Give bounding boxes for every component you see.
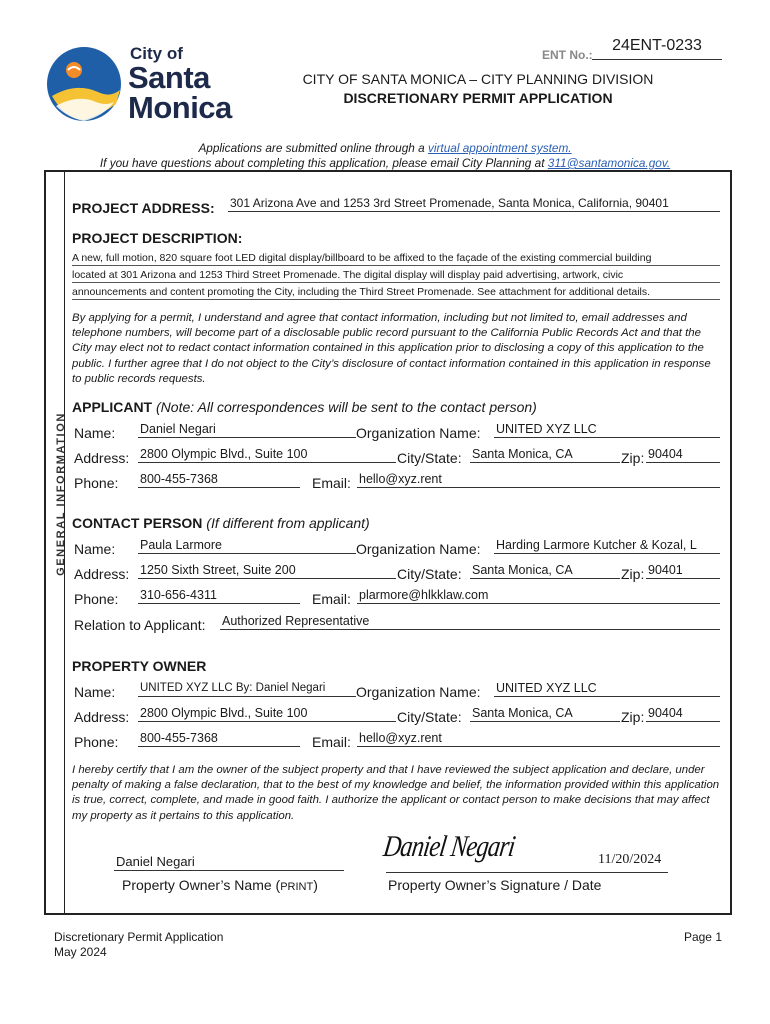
contact-relation-field[interactable]: Authorized Representative: [220, 613, 720, 630]
applicant-city-label: City/State:: [397, 450, 462, 466]
intro-line-1: [0, 141, 770, 155]
contact-phone-field[interactable]: 310-656-4311: [138, 587, 300, 604]
owner-zip-label: Zip:: [621, 709, 645, 725]
disclosure-paragraph: By applying for a permit, I understand and agree that contact information, including but not limited to, email addresses and telephone numbers, will become part of a disclosable public record pursuant to the California Public Records Act and that the City may elect not to redact contact information contained in this application prior to disclosing a copy of this application to the public. I further agree that I do not object to the City’s disclosure of contact information contained in this application in response to public records requests.: [72, 312, 711, 385]
owner-address-field[interactable]: 2800 Olympic Blvd., Suite 100: [138, 705, 396, 722]
applicant-email-field[interactable]: hello@xyz.rent: [357, 471, 720, 488]
contact-relation-label: Relation to Applicant:: [74, 617, 206, 633]
owner-city-field[interactable]: Santa Monica, CA: [470, 705, 620, 722]
ent-label: ENT No.:: [542, 48, 593, 62]
applicant-name-field[interactable]: Daniel Negari: [138, 421, 356, 438]
owner-name-caption-main: Property Owner’s Name (: [122, 877, 281, 893]
applicant-city-field[interactable]: Santa Monica, CA: [470, 446, 620, 463]
certification-paragraph: I hereby certify that I am the owner of the subject property and that I have reviewed the subject application and declare, under penalty of making a false declaration, that to the best of my knowledge and belief, the information provided within this application is true, correct, complete, and made in good faith. I authorize the applicant or contact person to make decisions that may affect my property as it pertains to this application.: [72, 764, 720, 822]
form-title: DISCRETIONARY PERMIT APPLICATION: [343, 90, 613, 106]
ent-number: 24ENT-0233: [592, 37, 722, 60]
owner-name-caption-print: PRINT: [280, 881, 314, 893]
owner-zip-field[interactable]: 90404: [646, 705, 720, 722]
owner-name-caption-end: ): [313, 877, 318, 893]
contact-org-field[interactable]: Harding Larmore Kutcher & Kozal, L: [494, 537, 720, 554]
contact-zip-label: Zip:: [621, 566, 645, 582]
division-title: CITY OF SANTA MONICA – CITY PLANNING DIVISION: [302, 71, 654, 87]
contact-city-label: City/State:: [397, 566, 462, 582]
owner-org-label: Organization Name:: [356, 684, 481, 700]
applicant-org-label: Organization Name:: [356, 425, 481, 441]
applicant-address-label: Address:: [74, 450, 130, 466]
logo-city-of: City of: [130, 44, 183, 63]
contact-heading-note: (If different from applicant): [202, 515, 370, 531]
applicant-heading-note: (Note: All correspondences will be sent to the contact person): [152, 399, 537, 415]
city-logo-emblem-icon: [46, 46, 122, 122]
description-line[interactable]: located at 301 Arizona and 1253 Third Street Promenade. The digital display will display paid advertising, artwork, civic: [72, 268, 720, 283]
applicant-name-label: Name:: [74, 425, 116, 441]
owner-phone-field[interactable]: 800-455-7368: [138, 730, 300, 747]
applicant-zip-label: Zip:: [621, 450, 645, 466]
intro-line-2-text: If you have questions about completing this application, please email City Planning at: [99, 156, 548, 170]
owner-org-field[interactable]: UNITED XYZ LLC: [494, 680, 720, 697]
contact-address-label: Address:: [74, 566, 130, 582]
contact-heading-title: CONTACT PERSON: [72, 515, 203, 531]
owner-name-field[interactable]: UNITED XYZ LLC By: Daniel Negari: [138, 680, 356, 697]
contact-org-label: Organization Name:: [356, 541, 481, 557]
applicant-zip-field[interactable]: 90404: [646, 446, 720, 463]
contact-email-label: Email:: [312, 591, 351, 607]
city-planning-email-link[interactable]: 311@santamonica.gov.: [547, 156, 671, 170]
signature-date[interactable]: 11/20/2024: [598, 852, 662, 867]
owner-phone-label: Phone:: [74, 734, 119, 750]
description-line[interactable]: announcements and content promoting the City, including the Third Street Promenade. See attachment for additional details.: [72, 285, 720, 300]
intro-line-2: [0, 156, 770, 170]
footer-date: May 2024: [54, 945, 107, 959]
contact-name-label: Name:: [74, 541, 116, 557]
signature-caption: Property Owner’s Signature / Date: [388, 877, 602, 893]
applicant-phone-field[interactable]: 800-455-7368: [138, 471, 300, 488]
virtual-appointment-link[interactable]: virtual appointment system.: [427, 141, 572, 155]
owner-name-caption: [122, 877, 318, 893]
project-address-label: PROJECT ADDRESS:: [72, 200, 215, 216]
owner-signature[interactable]: Daniel Negari: [381, 830, 517, 863]
contact-zip-field[interactable]: 90401: [646, 562, 720, 579]
footer-page: Page 1: [683, 930, 722, 944]
contact-city-field[interactable]: Santa Monica, CA: [470, 562, 620, 579]
side-label: GENERAL INFORMATION: [55, 412, 67, 576]
owner-address-label: Address:: [74, 709, 130, 725]
contact-phone-label: Phone:: [74, 591, 119, 607]
applicant-org-field[interactable]: UNITED XYZ LLC: [494, 421, 720, 438]
owner-email-field[interactable]: hello@xyz.rent: [357, 730, 720, 747]
applicant-address-field[interactable]: 2800 Olympic Blvd., Suite 100: [138, 446, 396, 463]
applicant-phone-label: Phone:: [74, 475, 119, 491]
owner-city-label: City/State:: [397, 709, 462, 725]
owner-heading: PROPERTY OWNER: [72, 658, 207, 674]
project-description-label: PROJECT DESCRIPTION:: [72, 230, 243, 246]
logo-santa: Santa: [128, 60, 210, 95]
signature-line: [386, 872, 668, 873]
applicant-heading: [72, 399, 537, 415]
intro-line-1-text: Applications are submitted online through a: [198, 141, 428, 155]
contact-address-field[interactable]: 1250 Sixth Street, Suite 200: [138, 562, 396, 579]
owner-name-label: Name:: [74, 684, 116, 700]
description-line[interactable]: A new, full motion, 820 square foot LED digital display/billboard to be affixed to the façade of the existing commercial building: [72, 251, 720, 266]
contact-name-field[interactable]: Paula Larmore: [138, 537, 356, 554]
contact-heading: [72, 515, 370, 531]
applicant-email-label: Email:: [312, 475, 351, 491]
owner-email-label: Email:: [312, 734, 351, 750]
owner-printed-name-field[interactable]: Daniel Negari: [114, 854, 344, 871]
applicant-heading-title: APPLICANT: [72, 399, 153, 415]
city-logo: [44, 44, 244, 126]
project-address-field[interactable]: 301 Arizona Ave and 1253 3rd Street Promenade, Santa Monica, California, 90401: [228, 195, 720, 212]
footer-title: Discretionary Permit Application: [54, 930, 224, 944]
contact-email-field[interactable]: plarmore@hlkklaw.com: [357, 587, 720, 604]
logo-monica: Monica: [128, 90, 232, 125]
